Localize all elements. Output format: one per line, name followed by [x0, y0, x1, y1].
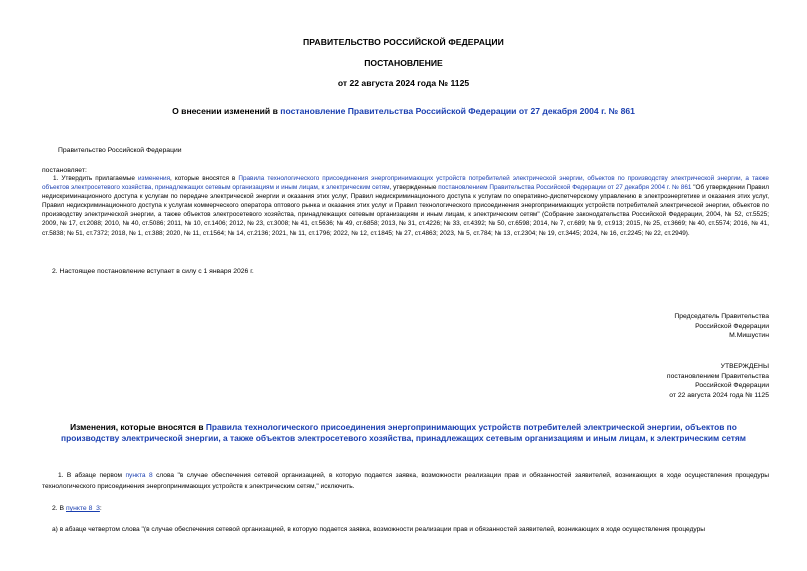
c2-text-a: 2. В [52, 505, 66, 512]
c1-text-a: 1. В абзаце первом [58, 472, 126, 479]
doc-type-heading: ПОСТАНОВЛЕНИЕ [364, 58, 443, 68]
issuer-heading: ПРАВИТЕЛЬСТВО РОССИЙСКОЙ ФЕДЕРАЦИИ [303, 37, 504, 47]
approved-line-1: УТВЕРЖДЕНЫ [720, 363, 769, 370]
change-item-2a: а) в абзаце четвертом слова "(в случае обеспечения сетевой организацией, в которую подается заявка, возможности реализации прав и обязанностей заявителей, возникающих в ходе осуществления процедуры [52, 526, 706, 533]
item1-text-c: , утвержденные [389, 184, 439, 192]
signature-block [674, 312, 769, 341]
approved-line-3: Российской Федерации [695, 382, 769, 390]
government-line: Правительство Российской Федерации [58, 147, 182, 154]
c1-link[interactable]: пункта 8 [125, 472, 153, 479]
postanovlyaet-line: постановляет: [42, 167, 87, 174]
title-prefix: О внесении изменений в [172, 106, 281, 116]
approved-line-2: постановлением Правительства [666, 372, 769, 380]
changes-title-link[interactable]: Правила технологического присоединения энергопринимающих устройств потребителей электрической энергии, объектов по производству электрической энергии, а также объектов электросетевого хозяйства, принадлежащих сетевым организациям и иным лицам, к электрическим сетям [61, 422, 746, 444]
date-number-heading: от 22 августа 2024 года № 1125 [337, 78, 470, 88]
signature-line-1: Председатель Правительства [674, 313, 769, 320]
c1-text-b: слова "в случае обеспечения сетевой организацией, в которую подается заявка, возможности реализации прав и обязанностей заявителей, возникающих в ходе осуществления процедуры технологического присоединения энергопринимающих устройств к электрическим сетям," исключить. [42, 472, 769, 490]
change-item-2 [52, 505, 102, 512]
signature-line-2: Российской Федерации [695, 322, 769, 330]
changes-title-prefix: Изменения, которые вносятся в [70, 422, 206, 432]
item1-link-rules[interactable]: Правила технологического присоединения энергопринимающих устройств потребителей электрической энергии, объектов по производству электрической энергии, а также объектов электросетевого хозяйства, принадлежащих сетевым организациям и иным лицам, к электрическим сетям [42, 175, 769, 192]
item1-text-e: (Собрание законодательства Российской Федерации, 2004, № 52, ст.5525; 2009, № 17, ст.2088; 2010, № 40, ст.5086; 2011, № 10, ст.1406; 2012, № 23, ст.3008; № 41, ст.5636; № 49, ст.6858; 2013, № 31, ст.4226; № 33, ст.4392; № 50, ст.6598; 2014, № 7, ст.689; № 9, ст.913; 2015, № 25, ст.3669; № 40, ст.5574; 2016, № 41, ст.5838; № 51, ст.7372; 2018, № 1, ст.388; 2020, № 11, ст.1564; № 14, ст.2136; 2021, № 11, ст.1796; 2022, № 12, ст.1845; № 27, ст.4863; 2023, № 5, ст.784; № 13, ст.2304; № 19, ст.3445; 2024, № 16, ст.2245; № 22, ст.2949). [42, 211, 769, 237]
paragraph-item-1 [42, 174, 769, 238]
change-item-1 [42, 471, 769, 492]
document-title [0, 106, 807, 116]
changes-title [40, 422, 767, 445]
item1-link-changes[interactable]: изменения [137, 175, 171, 182]
item1-text-b: , которые вносятся в [170, 175, 239, 182]
c2-text-b: : [99, 505, 102, 512]
signature-line-3: М.Мишустин [729, 332, 769, 340]
c2-link[interactable]: пункте 8_3 [65, 505, 100, 512]
item1-text-a: 1. Утвердить прилагаемые [53, 175, 138, 182]
approved-line-4: от 22 августа 2024 года № 1125 [669, 391, 769, 399]
approved-block [667, 362, 769, 400]
paragraph-item-2: 2. Настоящее постановление вступает в силу с 1 января 2026 г. [52, 268, 254, 275]
item1-link-decree[interactable]: постановлением Правительства Российской Федерации от 27 декабря 2004 г. № 861 [438, 184, 692, 192]
title-link[interactable]: постановление Правительства Российской Федерации от 27 декабря 2004 г. № 861 [280, 106, 635, 116]
item1-text-d: "Об утверждении Правил недискриминационного доступа к услугам по передаче электрической энергии и оказания этих услуг, Правил недискриминационного доступа к услугам по оперативно-диспетчерскому управлению в электроэнергетике и оказания этих услуг, Правил недискриминационного доступа к услугам коммерческого оператора оптового рынка и оказания этих услуг и Правил технологического присоединения энергопринимающих устройств потребителей электрической энергии, объектов по производству электрической энергии, а также объектов электросетевого хозяйства, принадлежащих сетевым организациям и иным лицам, к электрическим сетям" [42, 184, 770, 219]
